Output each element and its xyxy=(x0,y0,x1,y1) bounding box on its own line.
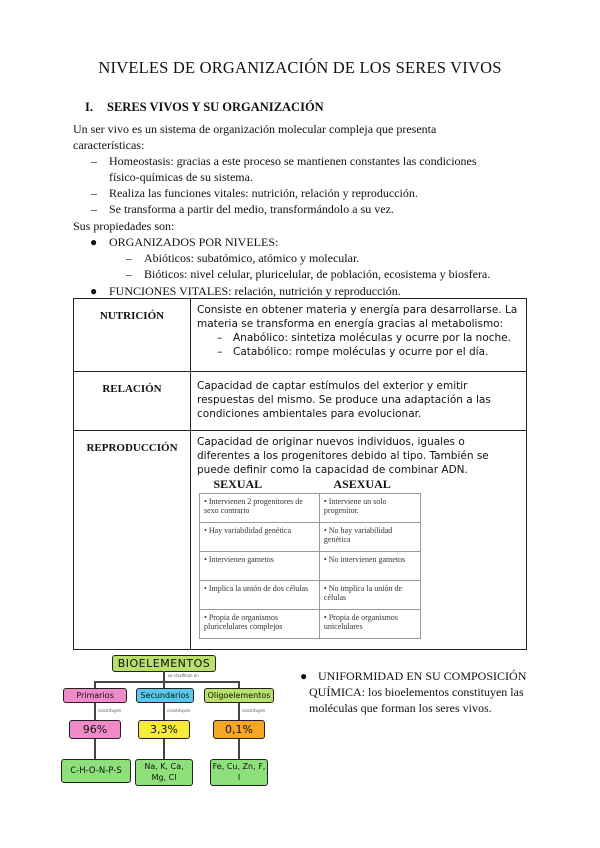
connector-line xyxy=(238,681,240,688)
table-cell: • No implica la unión de células xyxy=(319,581,420,610)
connector-label: constituyen xyxy=(242,708,266,713)
page-title: NIVELES DE ORGANIZACIÓN DE LOS SERES VIVOS xyxy=(98,58,502,77)
sexual-header: SEXUAL xyxy=(213,477,263,491)
bullet-marker: ● xyxy=(90,284,98,298)
relacion-label: RELACIÓN xyxy=(74,372,191,431)
connector-line xyxy=(238,703,240,720)
cell-text: No intervienen gametos xyxy=(328,555,406,564)
cell-text: No hay variabilidad genética xyxy=(323,526,393,544)
bioelementos-title: BIOELEMENTOS xyxy=(112,655,216,672)
uniformity-line-1: UNIFORMIDAD EN SU COMPOSICIÓN xyxy=(318,669,527,683)
table-row xyxy=(200,494,421,523)
cell-text: Intervienen gametos xyxy=(208,555,274,564)
characteristic-functions: Realiza las funciones vitales: nutrición, relación y reproducción. xyxy=(109,186,418,200)
connector-line xyxy=(94,703,96,720)
reproduccion-text: Capacidad de originar nuevos individuos, iguales o diferentes a los progenitores debido al tipo. También se puede definir como la capacidad de combinar ADN. xyxy=(197,436,489,476)
oligoelementos-box: Oligoelementos xyxy=(204,688,274,703)
cell-text: Interviene un solo progenitor. xyxy=(323,497,387,515)
primarios-percent: 96% xyxy=(69,720,121,739)
connector-label: constituyen xyxy=(98,708,122,713)
anabolic-text: Anabólico: sintetiza moléculas y ocurre por la noche. xyxy=(233,332,511,344)
table-cell: • Intervienen gametos xyxy=(200,552,320,581)
classify-label: se clasifican en xyxy=(168,673,199,678)
bullet-marker: ● xyxy=(90,235,98,249)
table-cell: • Intervienen 2 progenitores de sexo contrario xyxy=(200,494,320,523)
organized-biotic: Bióticos: nivel celular, pluricelular, de población, ecosistema y biosfera. xyxy=(144,267,491,281)
cell-text: No implica la unión de células xyxy=(323,584,403,602)
connector-line xyxy=(238,739,240,759)
sexual-asexual-table xyxy=(199,477,421,639)
functions-label: FUNCIONES VITALES: relación, nutrición y reproducción. xyxy=(109,284,401,298)
connector-label: constituyen xyxy=(167,708,191,713)
table-row xyxy=(200,581,421,610)
dash-marker: – xyxy=(91,186,97,200)
secundarios-box: Secundarios xyxy=(136,688,194,703)
intro-line-1: Un ser vivo es un sistema de organización molecular compleja que presenta xyxy=(73,122,437,136)
secundarios-elements: Na, K, Ca, Mg, Cl xyxy=(135,759,193,786)
dash-marker: – xyxy=(126,251,132,265)
uniformity-line-2: QUÍMICA: los bioelementos constituyen las xyxy=(309,685,524,699)
reproduccion-cell xyxy=(191,431,527,650)
table-cell: • No intervienen gametos xyxy=(319,552,420,581)
nutricion-cell xyxy=(191,299,527,372)
nutricion-text: Consiste en obtener materia y energía para desarrollarse. La materia se transforma en energía gracias al metabolismo: xyxy=(197,304,518,330)
connector-line xyxy=(94,739,96,759)
properties-label: Sus propiedades son: xyxy=(73,219,175,233)
oligoelementos-percent: 0,1% xyxy=(213,720,265,739)
cell-text: Implica la unión de dos células xyxy=(208,584,309,593)
intro-line-2: características: xyxy=(73,138,145,152)
connector-line xyxy=(94,681,96,688)
table-row xyxy=(200,610,421,639)
nutricion-catabolic: – Catabólico: rompe moléculas y ocurre por el día. xyxy=(217,346,489,358)
characteristic-homeostasis-line1: Homeostasis: gracias a este proceso se mantienen constantes las condiciones xyxy=(109,154,477,168)
table-row xyxy=(200,552,421,581)
asexual-header: ASEXUAL xyxy=(333,477,391,491)
catabolic-text: Catabólico: rompe moléculas y ocurre por el día. xyxy=(233,346,489,358)
table-cell: • Propia de organismos pluricelulares complejos xyxy=(200,610,320,639)
nutricion-anabolic: – Anabólico: sintetiza moléculas y ocurre por la noche. xyxy=(217,332,511,344)
table-row-reproduccion xyxy=(74,431,527,650)
reproduccion-label: REPRODUCCIÓN xyxy=(74,431,191,650)
table-cell: • No hay variabilidad genética xyxy=(319,523,420,552)
cell-text: Propia de organismos unicelulares xyxy=(323,613,398,631)
dash-marker: – xyxy=(126,267,132,281)
dash-marker: – xyxy=(91,154,97,168)
section-heading xyxy=(85,100,324,115)
connector-line xyxy=(163,671,165,681)
section-number: I. xyxy=(85,100,93,114)
table-row xyxy=(200,477,421,494)
characteristic-transform: Se transforma a partir del medio, transformándolo a su vez. xyxy=(109,202,394,216)
cell-text: Propia de organismos pluricelulares complejos xyxy=(204,613,283,631)
table-row xyxy=(200,523,421,552)
characteristic-homeostasis-line2: físico-químicas de su sistema. xyxy=(109,170,253,184)
organized-label: ORGANIZADOS POR NIVELES: xyxy=(109,235,279,249)
connector-line xyxy=(163,681,165,688)
cell-text: Hay variabilidad genética xyxy=(208,526,291,535)
connector-line xyxy=(163,739,165,759)
primarios-elements: C-H-O-N-P-S xyxy=(61,759,131,783)
primarios-box: Primarios xyxy=(63,688,127,703)
section-title: SERES VIVOS Y SU ORGANIZACIÓN xyxy=(107,100,324,114)
table-cell: • Hay variabilidad genética xyxy=(200,523,320,552)
dash-marker: – xyxy=(91,202,97,216)
organized-abiotic: Abióticos: subatómico, atómico y molecular. xyxy=(144,251,360,265)
relacion-text: Capacidad de captar estímulos del exterior y emitir respuestas del mismo. Se produce una adaptación a las condiciones ambientales para evolucionar. xyxy=(191,372,527,431)
cell-text: Intervienen 2 progenitores de sexo contrario xyxy=(204,497,303,515)
table-cell: • Interviene un solo progenitor. xyxy=(319,494,420,523)
bullet-marker: ● xyxy=(300,669,308,683)
connector-line xyxy=(94,681,239,683)
vital-functions-table xyxy=(73,298,527,650)
table-cell: • Implica la unión de dos células xyxy=(200,581,320,610)
table-row-relacion xyxy=(74,372,527,431)
uniformity-line-3: moléculas que forman los seres vivos. xyxy=(309,701,492,715)
secundarios-percent: 3,3% xyxy=(138,720,190,739)
table-cell: • Propia de organismos unicelulares xyxy=(319,610,420,639)
connector-line xyxy=(163,703,165,720)
oligoelementos-elements: Fe, Cu, Zn, F, I xyxy=(210,759,268,786)
table-row-nutricion xyxy=(74,299,527,372)
nutricion-label: NUTRICIÓN xyxy=(74,299,191,372)
